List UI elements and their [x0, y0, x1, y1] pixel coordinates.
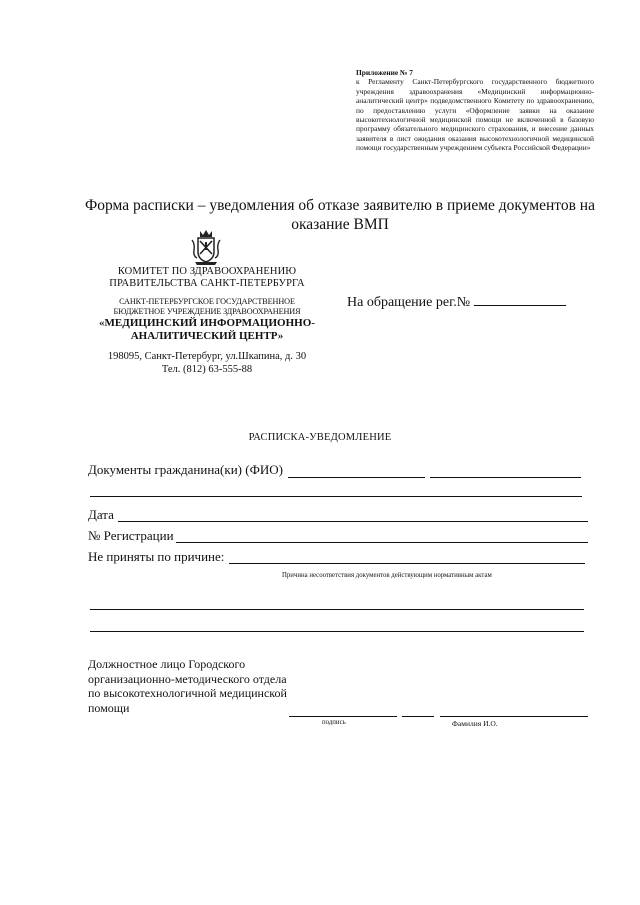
organization-block — [88, 266, 326, 376]
phone: Тел. (812) 63-555-88 — [161, 363, 253, 375]
fio-field-2[interactable] — [430, 477, 581, 478]
reason-field[interactable] — [229, 563, 585, 564]
receipt-title: РАСПИСКА-УВЕДОМЛЕНИЕ — [248, 432, 392, 443]
institution-line-1: САНКТ-ПЕТЕРБУРГСКОЕ ГОСУДАРСТВЕННОЕ — [119, 297, 295, 306]
reason-label: Не приняты по причине: — [88, 549, 225, 564]
fio-field-1[interactable] — [288, 477, 425, 478]
spb-coat-of-arms-icon — [189, 228, 223, 266]
registration-ref — [347, 293, 566, 311]
documents-label: Документы гражданина(ки) (ФИО) — [88, 462, 283, 477]
page-title: Форма расписки – уведомления об отказе заявителю в приеме документов на оказание ВМП — [85, 197, 595, 233]
signature-field[interactable] — [289, 716, 397, 717]
registration-ref-label: На обращение рег.№ — [347, 295, 471, 310]
appendix-block — [356, 68, 594, 153]
reason-field-3[interactable] — [90, 631, 584, 632]
address: 198095, Санкт-Петербург, ул.Шкапина, д. 30 — [107, 351, 307, 362]
committee-line-1: КОМИТЕТ ПО ЗДРАВООХРАНЕНИЮ — [117, 266, 297, 277]
reg-number-label: № Регистрации — [88, 528, 174, 543]
fio-field-3[interactable] — [90, 496, 582, 497]
reg-number-field[interactable] — [176, 542, 588, 543]
appendix-body: к Регламенту Санкт-Петербургского государственного бюджетного учреждения здравоохранения «Медицинский информационно-аналитический центр» подведомственного Комитету по здравоохранению, по предоставлению услуги «Оформление заявки на оказание высокотехнологичной медицинской помощи не включенной в базовую программу обязательного медицинского страхования, и внесение данных заявителя в лист ожидания оказания высокотехнологичной медицинской помощи государственным учреждением субъекта Российской Федерации» — [356, 77, 594, 153]
registration-ref-field[interactable] — [474, 293, 566, 306]
reason-note: Причина несоответствия документов действующим нормативным актам — [282, 572, 492, 579]
date-label: Дата — [88, 507, 114, 522]
appendix-header: Приложение № 7 — [356, 68, 413, 77]
committee-line-2: ПРАВИТЕЛЬСТВА САНКТ-ПЕТЕРБУРГА — [109, 278, 305, 289]
name-note: Фамилия И.О. — [452, 719, 498, 728]
official-position: Должностное лицо Городского организационно-методического отдела по высокотехнологичной медицинской помощи — [88, 657, 287, 715]
reason-field-2[interactable] — [90, 609, 584, 610]
date-field[interactable] — [118, 521, 588, 522]
signature-separator — [402, 716, 434, 717]
signature-note: подпись — [322, 719, 346, 726]
center-name-line-1: «МЕДИЦИНСКИЙ ИНФОРМАЦИОННО- — [99, 317, 315, 329]
institution-line-2: БЮДЖЕТНОЕ УЧРЕЖДЕНИЕ ЗДРАВООХРАНЕНИЯ — [113, 307, 301, 316]
center-name-line-2: АНАЛИТИЧЕСКИЙ ЦЕНТР» — [130, 330, 284, 342]
name-field[interactable] — [440, 716, 588, 717]
